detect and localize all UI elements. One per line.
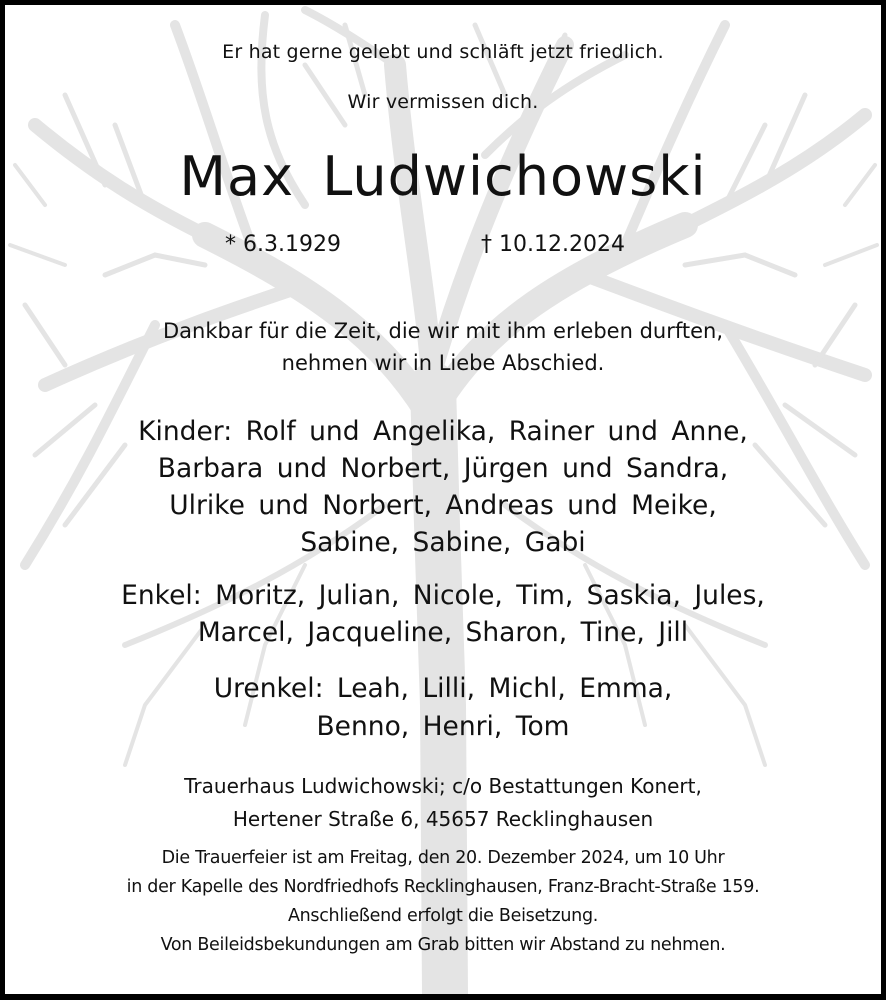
thanks-line-1: Dankbar für die Zeit, die wir mit ihm erleben durften,: [162, 319, 724, 343]
birth-star-icon: *: [225, 232, 236, 257]
death-date: † 10.12.2024: [481, 232, 625, 257]
ceremony-line-4: Von Beileidsbekundungen am Grab bitten wir Abstand zu nehmen.: [160, 935, 726, 955]
children-line-1: Kinder: Rolf und Angelika, Rainer und Anne,: [138, 416, 748, 447]
ceremony-line-2: in der Kapelle des Nordfriedhofs Recklinghausen, Franz-Bracht-Straße 159.: [126, 877, 760, 897]
children-line-4: Sabine, Sabine, Gabi: [300, 527, 586, 558]
death-cross-icon: †: [481, 232, 492, 257]
great-grandchildren-line-1: Urenkel: Leah, Lilli, Michl, Emma,: [213, 673, 673, 704]
grandchildren-line-2: Marcel, Jacqueline, Sharon, Tine, Jill: [197, 617, 689, 648]
ceremony-line-1: Die Trauerfeier ist am Freitag, den 20. Dezember 2024, um 10 Uhr: [161, 848, 725, 868]
obituary-notice: [5, 5, 881, 994]
grandchildren-line-1: Enkel: Moritz, Julian, Nicole, Tim, Saskia, Jules,: [121, 580, 765, 611]
birth-date: * 6.3.1929: [225, 232, 341, 257]
motto-line-2: Wir vermissen dich.: [347, 91, 539, 113]
ceremony-line-3: Anschließend erfolgt die Beisetzung.: [287, 906, 599, 926]
notice-content: [5, 5, 881, 994]
deceased-name: Max Ludwichowski: [179, 145, 707, 208]
life-dates: [5, 232, 881, 262]
address-line-1: Trauerhaus Ludwichowski; c/o Bestattungen Konert,: [184, 774, 702, 798]
thanks-line-2: nehmen wir in Liebe Abschied.: [281, 351, 605, 375]
children-line-2: Barbara und Norbert, Jürgen und Sandra,: [157, 453, 729, 484]
children-line-3: Ulrike und Norbert, Andreas und Meike,: [169, 490, 717, 521]
address-line-2: Hertener Straße 6, 45657 Recklinghausen: [232, 807, 654, 831]
motto-line-1: Er hat gerne gelebt und schläft jetzt friedlich.: [222, 41, 664, 63]
great-grandchildren-line-2: Benno, Henri, Tom: [316, 711, 570, 742]
